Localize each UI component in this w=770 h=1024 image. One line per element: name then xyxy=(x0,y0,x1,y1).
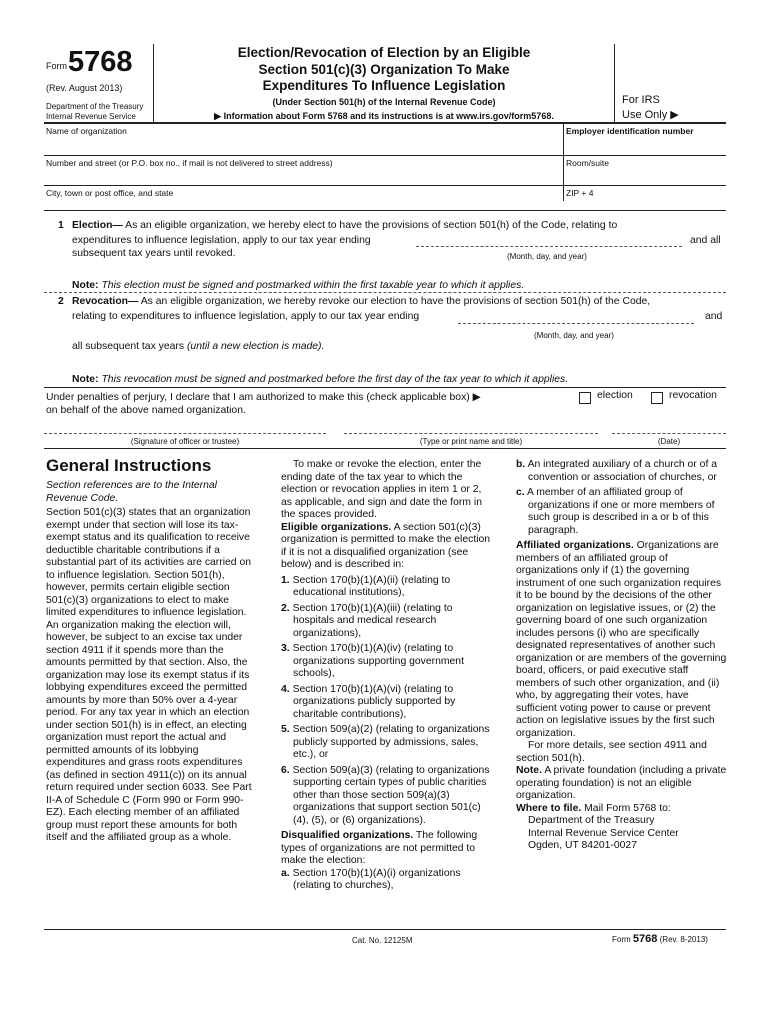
revocation-checkbox-label: revocation xyxy=(669,390,717,401)
name-title-line[interactable] xyxy=(344,433,598,434)
title-line-2: Section 501(c)(3) Organization To Make xyxy=(258,61,510,77)
election-note-label: Note: xyxy=(72,280,99,291)
revocation-text-3 xyxy=(72,341,324,353)
field-rule-1 xyxy=(44,155,726,156)
header-rule xyxy=(44,122,726,124)
revocation-text-1: As an eligible organization, we hereby revoke our election to have the provisions of section 501(h) of the Code, xyxy=(140,296,651,307)
date-caption: (Date) xyxy=(657,437,681,446)
catalog-number: Cat. No. 12125M xyxy=(352,936,413,945)
more-details: For more details, see section 4911 and section 501(h). xyxy=(516,740,707,764)
eligible-item: 6. Section 509(a)(3) (relating to organizations supporting certain types of public charities other than those section 509(a)(3) organizations that support section 501(c)(4), (5), or (6) organizations). xyxy=(281,764,490,826)
perjury-line-2: on behalf of the above named organization. xyxy=(46,405,246,416)
affiliated-text: Organizations are members of an affiliated group of organizations only if (1) the governing instrument of one such organization requires it to be bound by the decisions of the other organization on legislative issues, or (2) the governing board of one such organization includes persons (i) who are specifically designated representatives of another such organization or are members of the governing board, officers, or paid executive staff members of such other organization, and (ii) who, by aggregating their votes, have sufficient voting power to cause or prevent action on legislative issues by the first such organization. xyxy=(516,540,727,739)
org-name-label: Name of organization xyxy=(46,126,127,136)
irs-use-label-1: For IRS xyxy=(622,94,660,106)
info-line: ▶ Information about Form 5768 and its instructions is at www.irs.gov/form5768. xyxy=(214,111,554,121)
election-line-1 xyxy=(72,220,725,232)
street-label: Number and street (or P.O. box no., if mail is not delivered to street address) xyxy=(46,158,333,168)
instructions-heading: General Instructions xyxy=(46,456,212,475)
col2-intro: To make or revoke the election, enter the ending date of the tax year to which the election or revocation applies in item 1 or 2, as applicable, and sign and date the form in the spaces provided. xyxy=(281,459,483,520)
election-text-1: As an eligible organization, we hereby elect to have the provisions of section 501(h) of the Code, relating to xyxy=(125,220,618,231)
eligible-item: 4. Section 170(b)(1)(A)(vi) (relating to organizations publicly supported by charitable contributions), xyxy=(281,683,456,720)
election-number: 1 xyxy=(58,220,64,231)
footer-form-number: 5768 xyxy=(632,933,658,945)
field-rule-2 xyxy=(44,185,726,186)
eligible-heading: Eligible organizations. xyxy=(281,521,392,533)
title-line-3: Expenditures To Influence Legislation xyxy=(262,78,506,93)
instructions-column-3 xyxy=(516,459,728,853)
department-line: Department of the Treasury xyxy=(46,102,144,111)
note-heading: Note. xyxy=(516,765,542,776)
revocation-date-line[interactable] xyxy=(458,323,694,324)
address-line: Ogden, UT 84201-0027 xyxy=(528,840,637,851)
revocation-label: Revocation— xyxy=(72,296,139,307)
revocation-date-caption: (Month, day, and year) xyxy=(534,331,614,340)
election-note xyxy=(72,280,524,292)
revocation-text-2: relating to expenditures to influence legislation, apply to our tax year ending xyxy=(72,311,420,322)
street-field[interactable] xyxy=(46,168,563,186)
revocation-note xyxy=(72,374,568,386)
eligible-item: 5. Section 509(a)(2) (relating to organizations publicly supported by admissions, sales, etc.), or xyxy=(281,724,490,760)
ein-field[interactable] xyxy=(566,136,724,155)
disqualified-text: The following types of organizations are not permitted to make the election: xyxy=(281,830,478,866)
service-line: Internal Revenue Service xyxy=(46,112,136,121)
disqualified-item: c. A member of an affiliated group of organizations if one or more members of such group is described in a or b of this paragraph. xyxy=(516,487,715,536)
revocation-text-3a: all subsequent tax years xyxy=(72,341,185,352)
revocation-note-text: This revocation must be signed and postmarked before the first day of the tax year to which it applies. xyxy=(101,374,569,385)
revocation-note-label: Note: xyxy=(72,374,99,385)
revocation-checkbox[interactable] xyxy=(651,392,663,404)
eligible-item: 3. Section 170(b)(1)(A)(iv) (relating to organizations supporting government schools), xyxy=(281,643,464,679)
city-field[interactable] xyxy=(46,196,563,210)
election-checkbox[interactable] xyxy=(579,392,591,404)
revocation-and: and xyxy=(705,311,723,322)
address-line: Department of the Treasury xyxy=(528,815,655,826)
field-divider xyxy=(563,123,564,201)
room-field[interactable] xyxy=(566,168,724,186)
instructions-column-1 xyxy=(46,480,258,845)
affiliated-heading: Affiliated organizations. xyxy=(516,540,634,551)
name-title-caption: (Type or print name and title) xyxy=(419,437,523,446)
instructions-column-2 xyxy=(281,459,491,893)
revocation-number: 2 xyxy=(58,296,64,307)
footer-form xyxy=(612,933,708,945)
date-line[interactable] xyxy=(612,433,726,434)
section-references: Section references are to the Internal Revenue Code. xyxy=(46,480,217,504)
room-label: Room/suite xyxy=(566,158,609,168)
where-text: Mail Form 5768 to: xyxy=(584,802,671,814)
signature-line[interactable] xyxy=(44,433,326,434)
footer-revision: (Rev. 8-2013) xyxy=(659,935,708,944)
election-date-caption: (Month, day, and year) xyxy=(507,252,587,261)
footer-rule xyxy=(44,929,726,930)
instructions-rule xyxy=(44,448,726,449)
section-divider xyxy=(44,292,726,293)
form-revision: (Rev. August 2013) xyxy=(46,83,123,93)
footer-form-word: Form xyxy=(612,935,631,944)
election-checkbox-label: election xyxy=(597,390,633,401)
eligible-item: 1. Section 170(b)(1)(A)(ii) (relating to educational institutions), xyxy=(281,574,451,598)
election-label: Election— xyxy=(72,220,123,231)
city-label: City, town or post office, and state xyxy=(46,188,174,198)
zip-label: ZIP + 4 xyxy=(566,188,594,198)
irs-use-label-2: Use Only ▶ xyxy=(622,109,679,121)
form-word: Form xyxy=(46,61,67,71)
perjury-line-1: Under penalties of perjury, I declare that I am authorized to make this (check applicable box) ▶ xyxy=(46,392,481,403)
signature-caption: (Signature of officer or trustee) xyxy=(130,437,240,446)
col1-body: Section 501(c)(3) states that an organization exempt under that section will lose its tax-exempt status and its qualification to receive deductible charitable contributions if a substantial part of its activities are carried on to influence legislation. Section 501(h), however, permits certain eligible section 501(c)(3) organizations to elect to make limited expenditures to influence legislation. An organization making the election will, however, be subject to an excise tax under section 4911 if it spends more than the amounts permitted by that section. Also, the organization may lose its exempt status if its lobbying expenditures exceed the permitted amounts by more than 50% over a 4-year period. For any tax year in which an election under section 501(h) is in effect, an electing organization must report the actual and permitted amounts of its lobbying expenditures and grass roots expenditures (as defined in section 4911(c)) on its annual return required under section 6033. See Part II-A of Schedule C (Form 990 or Form 990-EZ). Each electing member of an affiliated group must report these amounts for both itself and the affiliated group as a whole. xyxy=(46,507,252,843)
form-number: 5768 xyxy=(68,46,133,78)
ein-label: Employer identification number xyxy=(566,126,694,136)
election-text-3: subsequent tax years until revoked. xyxy=(72,248,236,259)
election-note-text: This election must be signed and postmarked within the first taxable year to which it applies. xyxy=(101,280,525,291)
where-heading: Where to file. xyxy=(516,802,582,814)
eligible-item: 2. Section 170(b)(1)(A)(iii) (relating to hospitals and medical research organizations), xyxy=(281,602,453,639)
revocation-text-3b: (until a new election is made). xyxy=(186,341,325,352)
revocation-line-1 xyxy=(72,296,725,308)
title-line-1: Election/Revocation of Election by an Eligible xyxy=(237,45,531,60)
form-title xyxy=(154,45,614,95)
disqualified-item: b. An integrated auxiliary of a church or of a convention or association of churches, or xyxy=(516,459,718,483)
form-subtitle: (Under Section 501(h) of the Internal Revenue Code) xyxy=(272,97,496,107)
zip-field[interactable] xyxy=(566,196,724,210)
disqualified-heading: Disqualified organizations. xyxy=(281,830,414,841)
election-text-2: expenditures to influence legislation, apply to our tax year ending xyxy=(72,235,371,246)
note-text: A private foundation (including a private operating foundation) is not an eligible organization. xyxy=(516,765,727,801)
header-divider-right xyxy=(614,44,615,122)
election-and-all: and all xyxy=(690,235,721,246)
address-line: Internal Revenue Service Center xyxy=(528,827,679,839)
field-rule-3 xyxy=(44,210,726,211)
perjury-rule xyxy=(44,387,726,388)
election-date-line[interactable] xyxy=(416,246,682,247)
disqualified-item: a. Section 170(b)(1)(A)(i) organizations (relating to churches), xyxy=(281,867,461,891)
eligible-text: A section 501(c)(3) organization is permitted to make the election if it is not a disqualified organization (see below) and is described in: xyxy=(281,521,491,570)
org-name-field[interactable] xyxy=(46,136,563,155)
